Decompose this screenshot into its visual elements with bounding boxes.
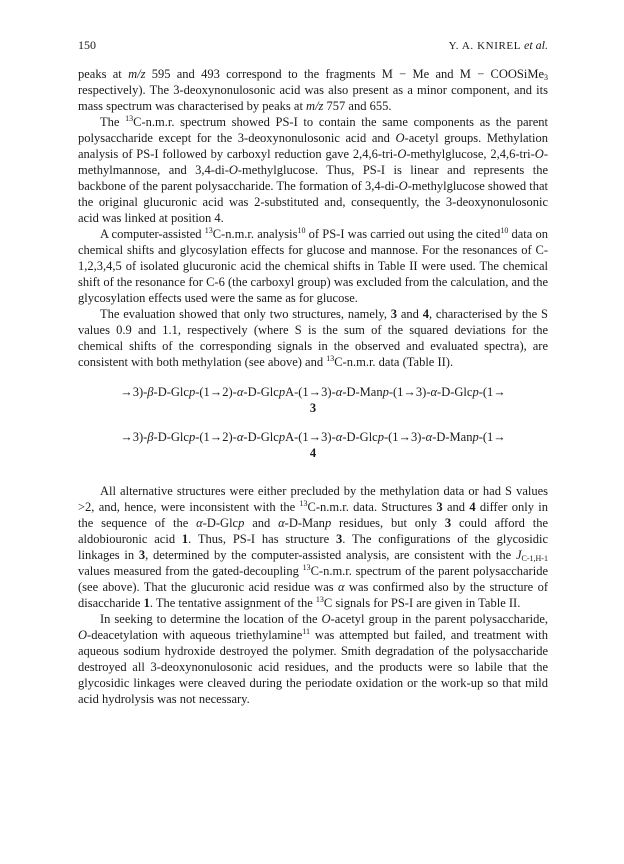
- formula-italic: p: [472, 430, 479, 444]
- formula-run: -(1→: [478, 430, 506, 444]
- formula-structure-4: [78, 429, 548, 445]
- text-run: -D-Man: [284, 516, 325, 530]
- formula-italic: α: [425, 430, 433, 444]
- formula-italic: p: [278, 430, 286, 444]
- italic-run: α: [278, 516, 285, 530]
- text-run: could afford the aldobiouronic acid: [78, 516, 548, 546]
- article-body: [78, 66, 548, 707]
- formula-run: -D-Man: [342, 385, 383, 399]
- formula-italic: β: [147, 430, 154, 444]
- text-run: . The tentative assignment of the: [149, 596, 316, 610]
- paragraph-3: [78, 226, 548, 306]
- subscript: 3: [544, 73, 549, 82]
- formula-run: A-(1→3)-: [285, 385, 336, 399]
- text-run: -methylglucose, 2,4,6-tri-: [406, 147, 535, 161]
- formula-run: →3)-: [120, 385, 148, 399]
- text-run: and: [244, 516, 279, 530]
- formula-run: -D-Glc: [153, 385, 189, 399]
- text-run: 757 and 655.: [323, 99, 392, 113]
- italic-run: α: [196, 516, 203, 530]
- formula-italic: p: [188, 385, 196, 399]
- superscript: 13: [315, 595, 324, 604]
- italic-run: O: [395, 131, 405, 145]
- text-run: and: [397, 307, 423, 321]
- structure-number: 1: [143, 596, 150, 610]
- formula-number-3: 3: [309, 401, 317, 415]
- text-run: C-n.m.r. analysis: [212, 227, 298, 241]
- running-head: [449, 38, 548, 53]
- text-run: -acetyl group in the parent polysaccharide,: [330, 612, 548, 626]
- text-run: C-n.m.r. data (Table II).: [334, 355, 454, 369]
- text-run: -deacetylation with aqueous triethylamine: [87, 628, 303, 642]
- italic-run: O: [78, 628, 88, 642]
- page-number: 150: [78, 38, 96, 52]
- italic-run: α: [337, 580, 345, 594]
- text-run: respectively). The 3-deoxynonulosonic acid was also present as a minor component, and its mass spectrum was characterised by peaks at: [78, 83, 548, 113]
- structure-number: 4: [469, 500, 476, 514]
- formula-run: -D-Glc: [342, 430, 378, 444]
- formula-italic: α: [335, 430, 343, 444]
- running-head-etal: et al.: [524, 38, 548, 52]
- formula-run: -D-Glc: [153, 430, 189, 444]
- text-run: was confirmed also by the structure of disaccharide: [78, 580, 548, 610]
- formula-run: -(1→: [478, 385, 506, 399]
- italic-run: O: [321, 612, 331, 626]
- page-header: [78, 38, 548, 54]
- structure-number: 1: [181, 532, 189, 546]
- formula-italic: p: [278, 385, 286, 399]
- paragraph-2: [78, 114, 548, 226]
- superscript: 13: [299, 499, 308, 508]
- text-run: C-n.m.r. data. Structures: [307, 500, 437, 514]
- text-run: , characterised by the S values 0.9 and 1.1, respectively (where S is the sum of the squared deviations for the chemical shifts of the corresponding signals in the observed and evaluated spectra), are consistent with both methylation (see above) and: [78, 307, 548, 369]
- formula-structure-3: [78, 384, 548, 400]
- text-run: 595 and 493 correspond to the fragments M − Me and M − COOSiMe: [145, 67, 545, 81]
- text-run: In seeking to determine the location of the: [100, 612, 322, 626]
- text-run: All alternative structures were either precluded by the methylation data or had S values >2, and, hence, were inconsistent with the: [78, 484, 548, 514]
- reference-superscript: 10: [500, 226, 509, 235]
- italic-run: O: [397, 147, 407, 161]
- text-run: . Thus, PS-I has structure: [188, 532, 336, 546]
- formula-italic: α: [335, 385, 343, 399]
- italic-run: m/z: [306, 99, 324, 113]
- paragraph-6: [78, 611, 548, 707]
- formula-italic: α: [236, 385, 244, 399]
- structure-number: 3: [444, 516, 452, 530]
- formula-run: -(1→3)-: [383, 430, 426, 444]
- formula-run: A-(1→3)-: [285, 430, 336, 444]
- formula-run: -D-Man: [432, 430, 473, 444]
- text-run: and: [442, 500, 470, 514]
- paragraph-1: [78, 66, 548, 114]
- text-run: C signals for PS-I are given in Table II.: [323, 596, 521, 610]
- formula-run: -(1→2)-: [195, 385, 237, 399]
- paragraph-4: [78, 306, 548, 370]
- formula-number-4: 4: [309, 446, 317, 460]
- text-run: was attempted but failed, and treatment with aqueous sodium hydroxide destroyed the polymer. Smith degradation of the polysaccharide destroyed all 3-deoxynonulosonic acid residues, and the products were so labile that the glycosidic linkages were cleaved during the periodate oxidation or the work-up so that mild acid hydrolysis was not necessary.: [78, 628, 549, 706]
- text-run: , determined by the computer-assisted analysis, are consistent with the: [145, 548, 516, 562]
- formula-italic: β: [147, 385, 154, 399]
- italic-run: m/z: [128, 67, 146, 81]
- italic-run: O: [398, 179, 408, 193]
- subscript: C-1,H-1: [521, 554, 548, 563]
- formula-italic: p: [382, 385, 389, 399]
- formula-run: -D-Glc: [243, 430, 279, 444]
- structure-number: 3: [335, 532, 343, 546]
- text-run: A computer-assisted: [100, 227, 205, 241]
- italic-run: O: [228, 163, 238, 177]
- text-run: values measured from the gated-decoupling: [78, 564, 303, 578]
- running-head-authors: Y. A. KNIREL: [448, 40, 521, 52]
- formula-run: -D-Glc: [243, 385, 279, 399]
- italic-run: O: [534, 147, 544, 161]
- formula-italic: α: [430, 385, 438, 399]
- formula-run: →3)-: [120, 430, 148, 444]
- text-run: C-n.m.r. spectrum showed PS-I to contain the same components as the parent polysaccharide except for the 3-deoxynonulosonic acid and: [78, 115, 548, 145]
- text-run: -methylmannose, and 3,4-di-: [78, 147, 548, 177]
- superscript: 13: [302, 563, 311, 572]
- text-run: peaks at: [78, 67, 129, 81]
- superscript: 13: [125, 114, 134, 123]
- paragraph-5: [78, 483, 548, 611]
- reference-superscript: 10: [297, 226, 306, 235]
- text-run: data on chemical shifts and glycosylation effects for glucose and mannose. For the resonances of C-1,2,3,4,5 of isolated glucuronic acid the chemical shifts in Table II were used. The chemical shift of the resonance for C-6 (the carboxyl group) was excluded from the calculation, and the glycosylation effects used were the same as for glucose.: [78, 227, 549, 305]
- italic-run: J: [515, 548, 522, 562]
- structure-number: 3: [436, 500, 443, 514]
- formula-run: -D-Glc: [437, 385, 473, 399]
- formula-italic: α: [236, 430, 244, 444]
- text-run: -D-Glc: [202, 516, 239, 530]
- text-run: -methylglucose showed that the original glucuronic acid was 2-substituted and, consequently, the 3-deoxynonulosonic acid was linked at position 4.: [78, 179, 548, 225]
- formula-italic: p: [188, 430, 196, 444]
- italic-run: p: [324, 516, 332, 530]
- italic-run: p: [238, 516, 245, 530]
- formula-run: -(1→3)-: [388, 385, 431, 399]
- text-run: C-n.m.r. spectrum of the parent polysaccharide (see above). That the glucuronic acid residue was: [78, 564, 548, 594]
- structure-number: 3: [390, 307, 398, 321]
- text-run: -methylglucose. Thus, PS-I is linear and represents the backbone of the parent polysaccharide. The formation of 3,4-di-: [78, 163, 548, 193]
- superscript: 13: [326, 354, 335, 363]
- text-run: -acetyl groups. Methylation analysis of PS-I followed by carboxyl reduction gave 2,4,6-tri-: [78, 131, 548, 161]
- structure-number: 4: [422, 307, 429, 321]
- text-run: of PS-I was carried out using the cited: [305, 227, 501, 241]
- superscript: 13: [204, 226, 213, 235]
- formula-run: -(1→2)-: [195, 430, 237, 444]
- reference-superscript: 11: [302, 627, 311, 636]
- text-run: . The configurations of the glycosidic linkages in: [78, 532, 548, 562]
- text-run: residues, but only: [331, 516, 445, 530]
- formula-italic: p: [472, 385, 479, 399]
- text-run: differ only in the sequence of the: [78, 500, 548, 530]
- text-run: The: [100, 115, 126, 129]
- text-run: The evaluation showed that only two structures, namely,: [100, 307, 391, 321]
- structure-number: 3: [138, 548, 146, 562]
- formula-italic: p: [377, 430, 384, 444]
